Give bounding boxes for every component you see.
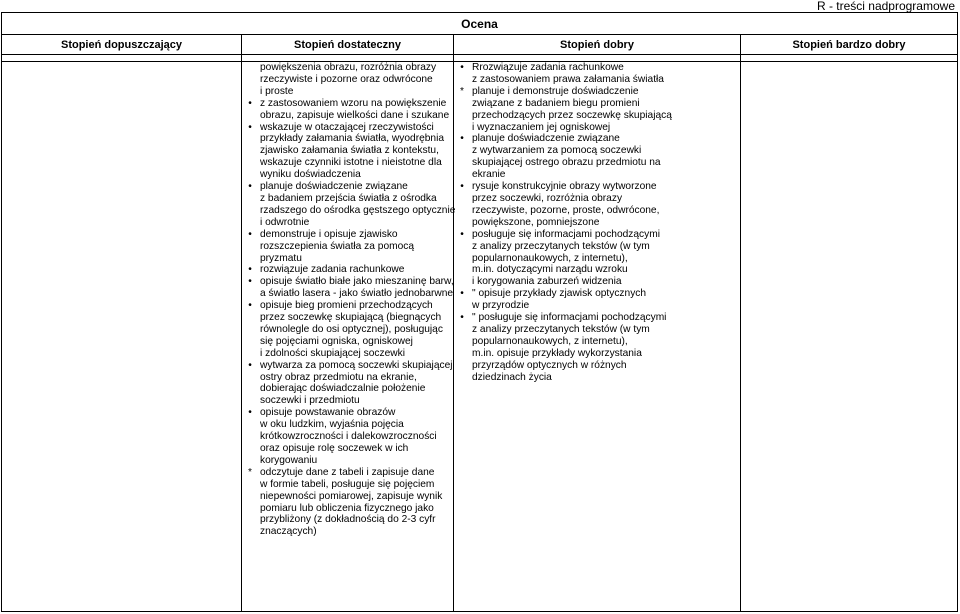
item-text: rzeczywiste i pozorne oraz odwrócone [260,73,433,85]
item-text: m.in. opisuje przykłady wykorzystania [472,347,642,359]
list-item [242,431,453,443]
item-text: w przyrodzie [472,300,530,312]
item-text: znaczących) [260,526,317,538]
item-text: m.in. dotyczącymi narządu wzroku [472,264,628,276]
item-text: pryzmatu [260,252,302,264]
list-item [242,241,453,253]
item-text: obrazu, zapisuje wielkości dane i szukane [260,109,450,121]
item-text: Rrozwiązuje zadania rachunkowe [472,62,624,73]
list-item [454,229,740,241]
list-item [454,193,740,205]
list-item [454,300,740,312]
item-text: pomiaru lub obliczenia fizycznego jako [260,502,434,514]
list-item [242,395,453,407]
item-text: przykłady załamania światła, wyodrębnia [260,133,445,145]
list-item [242,193,453,205]
bullet-icon: • [460,62,464,73]
item-text: demonstruje i opisuje zjawisko [260,228,398,240]
list-item [242,74,453,86]
list-item [242,288,453,300]
list-item [454,62,740,74]
list-item [242,407,453,419]
bullet-icon: • [248,228,252,240]
item-text: oraz opisuje rolę soczewek w ich [260,443,409,454]
item-text: krótkowzroczności i dalekowzroczności [260,431,437,443]
list-item [242,157,453,169]
item-text: ostry obraz przedmiotu na ekranie, [260,371,417,383]
list-item [242,324,453,336]
item-text: rzadszego do ośrodka gęstszego optycznie [260,204,456,216]
item-text: wskazuje czynniki istotne i nieistotne dla [260,157,442,169]
item-text: z zastosowaniem wzoru na powiększenie [260,97,447,109]
item-text: z badaniem przejścia światła z ośrodka [260,192,437,204]
list-item [454,253,740,265]
list-item [454,110,740,122]
list-item [454,145,740,157]
list-item [454,157,740,169]
bullet-icon: • [248,359,252,371]
item-text: przez soczewkę skupiającą (biegnących [260,312,442,324]
level-header: Stopień bardzo dobry [741,35,958,55]
spacer-cell [741,55,958,62]
list-item [242,98,453,110]
item-text: a światło lasera - jako światło jednobarwne [260,288,454,300]
item-text: w oku ludzkim, wyjaśnia pojęcia [260,419,404,431]
list-item [242,62,453,74]
list-item [242,133,453,145]
item-text: związane z badaniem biegu promieni [472,97,640,109]
grading-table [1,12,958,612]
bullet-icon: • [248,300,252,312]
item-text: opisuje bieg promieni przechodzących [260,300,433,312]
list-item [454,133,740,145]
item-text: wyniku doświadczenia [260,169,361,181]
item-text: opisuje światło białe jako mieszaninę barw, [260,276,454,288]
list-item [242,217,453,229]
list-item [242,122,453,134]
list-item [242,253,453,265]
list-item [242,348,453,360]
item-text: i zdolności skupiającej soczewki [260,347,405,359]
list-item [242,229,453,241]
spacer-cell [454,55,741,62]
item-text: rozwiązuje zadania rachunkowe [260,264,405,276]
bullet-icon: • [248,264,252,276]
item-text: się pojęciami ogniska, ogniskowej [260,335,413,347]
item-text: ekranie [472,169,506,181]
list-item [242,360,453,372]
level-header: Stopień dopuszczający [2,35,242,55]
item-marker: * [248,466,252,478]
list-item [454,288,740,300]
item-text: i odwrotnie [260,216,310,228]
item-text: dobierając doświadczalnie położenie [260,383,426,395]
item-text: posługuje się informacjami pochodzącymi [472,228,660,240]
list-item [242,110,453,122]
item-text: soczewki i przedmiotu [260,395,360,407]
list-item [242,467,453,479]
list-item [242,479,453,491]
item-text: " posługuje się informacjami pochodzącymi [472,312,667,324]
list-item [242,336,453,348]
list-item [454,217,740,229]
list-item [242,86,453,98]
list-item [454,98,740,110]
item-text: planuje doświadczenie związane [260,181,408,193]
list-item [242,491,453,503]
item-text: z analizy przeczytanych tekstów (w tym [472,323,650,335]
bullet-icon: • [460,312,464,324]
list-item [242,169,453,181]
item-text: " opisuje przykłady zjawisk optycznych [472,288,647,300]
bullet-icon: • [248,97,252,109]
dopuszczajacy-cell [2,62,242,612]
list-item [454,324,740,336]
item-text: skupiającej ostrego obrazu przedmiotu na [472,157,661,169]
item-text: popularnonaukowych, z internetu), [472,335,628,347]
list-item [454,122,740,134]
list-item [454,312,740,324]
bullet-icon: • [460,288,464,300]
bullet-icon: • [460,181,464,193]
level-header: Stopień dostateczny [242,35,454,55]
bullet-icon: • [460,228,464,240]
list-item [242,383,453,395]
list-item [454,264,740,276]
bardzo-dobry-cell [741,62,958,612]
list-item [242,419,453,431]
bullet-icon: • [248,121,252,133]
item-text: rzeczywiste, pozorne, proste, odwrócone, [472,204,660,216]
item-text: powiększenia obrazu, rozróżnia obrazy [260,62,437,73]
item-text: przyrządów optycznych w różnych [472,359,627,371]
dobry-list [454,62,740,383]
list-item [242,264,453,276]
item-text: z zastosowaniem prawa załamania światła [472,73,664,85]
list-item [454,241,740,253]
list-item [242,503,453,515]
item-text: równolegle do osi optycznej), posługując [260,323,443,335]
list-item [242,514,453,526]
list-item [454,86,740,98]
item-text: i proste [260,85,294,97]
list-item [242,181,453,193]
item-text: i wyznaczaniem jej ogniskowej [472,121,611,133]
item-text: popularnonaukowych, z internetu), [472,252,628,264]
bullet-icon: • [248,181,252,193]
dostateczny-list [242,62,456,538]
list-item [242,455,453,467]
list-item [454,336,740,348]
item-text: odczytuje dane z tabeli i zapisuje dane [260,466,435,478]
item-text: rysuje konstrukcyjnie obrazy wytworzone [472,181,657,193]
list-item [242,300,453,312]
item-text: niepewności pomiarowej, zapisuje wynik [260,490,443,502]
item-text: planuje doświadczenie związane [472,133,620,145]
list-item [454,276,740,288]
spacer-cell [2,55,242,62]
list-item [454,205,740,217]
list-item [242,204,456,217]
bullet-icon: • [460,133,464,145]
list-item [454,348,740,360]
item-text: planuje i demonstruje doświadczenie [472,85,639,97]
item-text: z wytwarzaniem za pomocą soczewki [472,145,642,157]
list-item [454,169,740,181]
item-text: korygowaniu [260,454,318,466]
list-item [454,181,740,193]
list-item [242,443,453,455]
list-item [454,74,740,86]
list-item [242,276,453,288]
item-text: zjawisko załamania światła z kontekstu, [260,145,439,157]
list-item [242,372,453,384]
dostateczny-cell [242,62,454,612]
item-text: dziedzinach życia [472,371,552,383]
dobry-cell [454,62,741,612]
bullet-icon: • [248,407,252,419]
item-text: i korygowania zaburzeń widzenia [472,276,622,288]
item-text: wskazuje w otaczającej rzeczywistości [260,121,434,133]
item-text: przybliżony (z dokładnością do 2-3 cyfr [260,514,436,526]
list-item [242,145,453,157]
level-header: Stopień dobry [454,35,741,55]
list-item [242,526,453,538]
item-text: z analizy przeczytanych tekstów (w tym [472,240,650,252]
list-item [242,312,453,324]
bullet-icon: • [248,276,252,288]
table-title: Ocena [2,13,958,35]
item-text: powiększone, pomniejszone [472,216,600,228]
item-text: rozszczepienia światła za pomocą [260,240,415,252]
item-marker: * [460,85,464,97]
list-item [454,360,740,372]
item-text: wytwarza za pomocą soczewki skupiającej [260,359,453,371]
item-text: opisuje powstawanie obrazów [260,407,396,419]
list-item [454,372,740,384]
spacer-cell [242,55,454,62]
item-text: przechodzących przez soczewkę skupiającą [472,109,672,121]
item-text: w formie tabeli, posługuje się pojęciem [260,478,435,490]
header-note: R - treści nadprogramowe [816,0,955,13]
item-text: przez soczewki, rozróżnia obrazy [472,192,623,204]
